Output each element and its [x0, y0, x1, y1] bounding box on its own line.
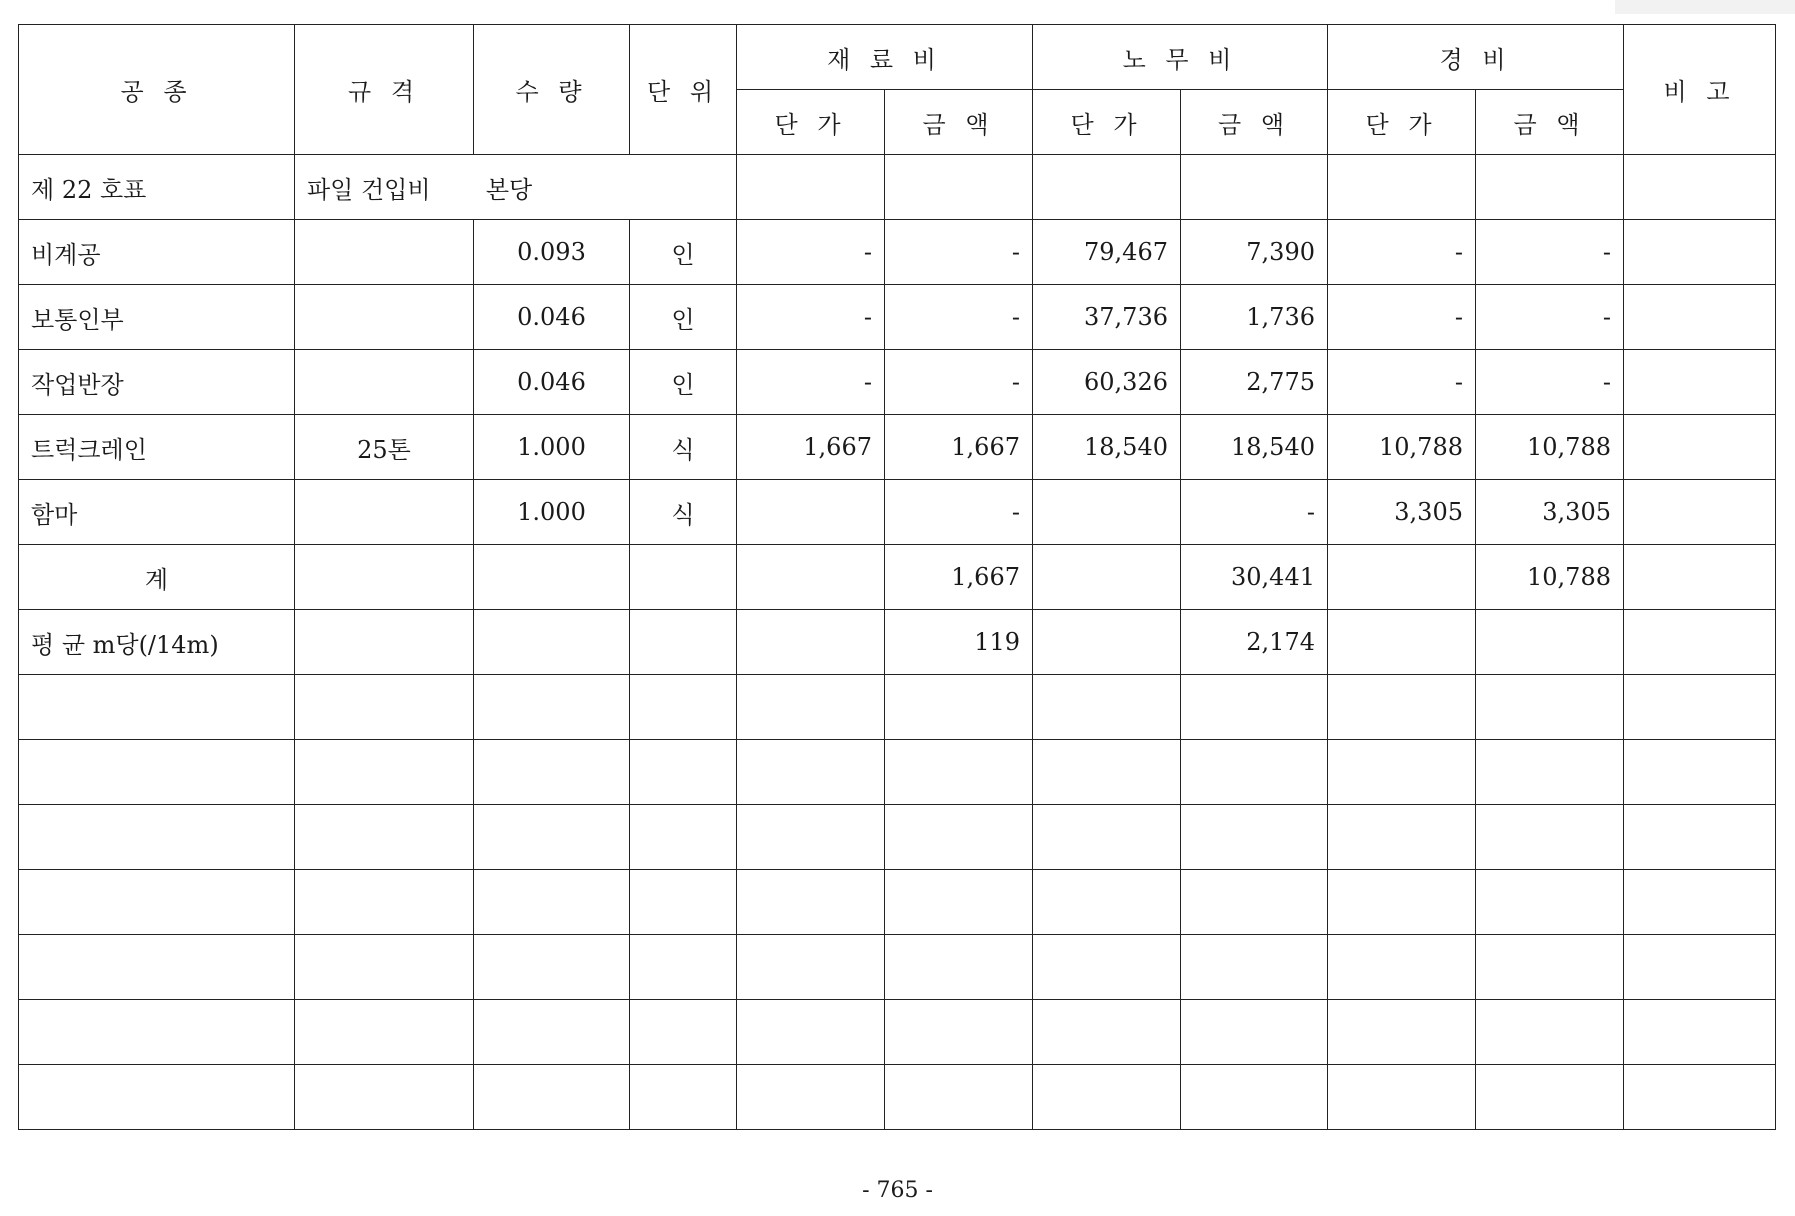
row-exp-amount: 3,305 [1476, 480, 1624, 545]
empty-cell [1476, 155, 1624, 220]
row-mat-price [737, 480, 885, 545]
row-remarks [1624, 415, 1776, 480]
table-row [19, 415, 1776, 480]
row-lab-amount: 1,736 [1181, 285, 1328, 350]
row-spec: 25톤 [295, 415, 474, 480]
page-corner-shade [1615, 0, 1795, 14]
row-spec [295, 220, 474, 285]
row-unit: 인 [630, 285, 737, 350]
row-item: 비계공 [19, 220, 295, 285]
row-mat-price: - [737, 285, 885, 350]
row-exp-price: - [1328, 285, 1476, 350]
row-unit: 인 [630, 350, 737, 415]
row-item: 함마 [19, 480, 295, 545]
row-mat-amount: - [885, 220, 1033, 285]
row-unit: 인 [630, 220, 737, 285]
row-qty: 1.000 [474, 480, 630, 545]
row-qty: 1.000 [474, 415, 630, 480]
total-mat-amount: 1,667 [885, 545, 1033, 610]
empty-cell [1624, 155, 1776, 220]
row-exp-price: 10,788 [1328, 415, 1476, 480]
empty-cell [737, 155, 885, 220]
row-qty: 0.093 [474, 220, 630, 285]
blank-row [19, 1000, 1776, 1065]
header-material-amount: 금 액 [885, 90, 1033, 155]
row-mat-amount: - [885, 285, 1033, 350]
empty-cell [1328, 545, 1476, 610]
header-labor-unit-price: 단 가 [1033, 90, 1181, 155]
total-exp-amount: 10,788 [1476, 545, 1624, 610]
row-exp-price: - [1328, 350, 1476, 415]
row-lab-price: 18,540 [1033, 415, 1181, 480]
empty-cell [1624, 610, 1776, 675]
page-number: - 765 - [862, 1178, 933, 1203]
table-item-name: 파일 건입비 [307, 175, 431, 204]
table-row [19, 480, 1776, 545]
row-mat-price: 1,667 [737, 415, 885, 480]
row-item: 작업반장 [19, 350, 295, 415]
row-item: 보통인부 [19, 285, 295, 350]
header-material-cost: 재 료 비 [737, 25, 1033, 90]
average-lab-amount: 2,174 [1181, 610, 1328, 675]
row-mat-amount: - [885, 480, 1033, 545]
empty-cell [1624, 545, 1776, 610]
row-exp-amount: 10,788 [1476, 415, 1624, 480]
row-remarks [1624, 285, 1776, 350]
header-expense: 경 비 [1328, 25, 1624, 90]
empty-cell [474, 610, 630, 675]
header-remarks: 비 고 [1624, 25, 1776, 155]
table-code: 제 22 호표 [19, 155, 295, 220]
row-exp-amount: - [1476, 220, 1624, 285]
row-mat-amount: - [885, 350, 1033, 415]
row-exp-price: 3,305 [1328, 480, 1476, 545]
blank-row [19, 805, 1776, 870]
table-item-per: 본당 [485, 175, 533, 204]
row-unit: 식 [630, 480, 737, 545]
row-qty: 0.046 [474, 350, 630, 415]
row-remarks [1624, 220, 1776, 285]
row-exp-amount: - [1476, 350, 1624, 415]
empty-cell [474, 545, 630, 610]
row-lab-amount: 7,390 [1181, 220, 1328, 285]
empty-cell [1181, 155, 1328, 220]
header-labor-amount: 금 액 [1181, 90, 1328, 155]
empty-cell [1033, 610, 1181, 675]
row-remarks [1624, 350, 1776, 415]
blank-row [19, 675, 1776, 740]
total-lab-amount: 30,441 [1181, 545, 1328, 610]
blank-row [19, 935, 1776, 1000]
row-lab-price: 60,326 [1033, 350, 1181, 415]
row-spec [295, 350, 474, 415]
table-row [19, 350, 1776, 415]
table-title-row [19, 155, 1776, 220]
row-exp-amount: - [1476, 285, 1624, 350]
table-header [19, 25, 1776, 155]
row-qty: 0.046 [474, 285, 630, 350]
average-mat-amount: 119 [885, 610, 1033, 675]
total-row [19, 545, 1776, 610]
row-spec [295, 285, 474, 350]
table-body [19, 155, 1776, 1130]
row-remarks [1624, 480, 1776, 545]
row-mat-amount: 1,667 [885, 415, 1033, 480]
header-work-type: 공 종 [19, 25, 295, 155]
row-mat-price: - [737, 220, 885, 285]
total-label: 계 [19, 545, 295, 610]
header-quantity: 수 량 [474, 25, 630, 155]
blank-row [19, 740, 1776, 805]
row-lab-amount: 2,775 [1181, 350, 1328, 415]
header-expense-unit-price: 단 가 [1328, 90, 1476, 155]
row-exp-price: - [1328, 220, 1476, 285]
table-item-description [295, 155, 737, 220]
row-lab-price: 79,467 [1033, 220, 1181, 285]
table-row [19, 285, 1776, 350]
empty-cell [737, 610, 885, 675]
header-spec: 규 격 [295, 25, 474, 155]
row-mat-price: - [737, 350, 885, 415]
empty-cell [630, 545, 737, 610]
header-material-unit-price: 단 가 [737, 90, 885, 155]
empty-cell [1328, 155, 1476, 220]
header-unit: 단 위 [630, 25, 737, 155]
empty-cell [630, 610, 737, 675]
header-labor-cost: 노 무 비 [1033, 25, 1328, 90]
empty-cell [737, 545, 885, 610]
row-lab-price [1033, 480, 1181, 545]
empty-cell [1476, 610, 1624, 675]
cost-breakdown-table [18, 24, 1776, 1130]
empty-cell [885, 155, 1033, 220]
empty-cell [295, 545, 474, 610]
row-lab-amount: 18,540 [1181, 415, 1328, 480]
blank-row [19, 1065, 1776, 1130]
table-row [19, 220, 1776, 285]
empty-cell [1328, 610, 1476, 675]
row-unit: 식 [630, 415, 737, 480]
blank-row [19, 870, 1776, 935]
header-expense-amount: 금 액 [1476, 90, 1624, 155]
row-lab-price: 37,736 [1033, 285, 1181, 350]
average-row [19, 610, 1776, 675]
empty-cell [295, 610, 474, 675]
empty-cell [1033, 155, 1181, 220]
empty-cell [1033, 545, 1181, 610]
average-label: 평 균 m당(/14m) [19, 610, 295, 675]
row-lab-amount: - [1181, 480, 1328, 545]
row-spec [295, 480, 474, 545]
row-item: 트럭크레인 [19, 415, 295, 480]
